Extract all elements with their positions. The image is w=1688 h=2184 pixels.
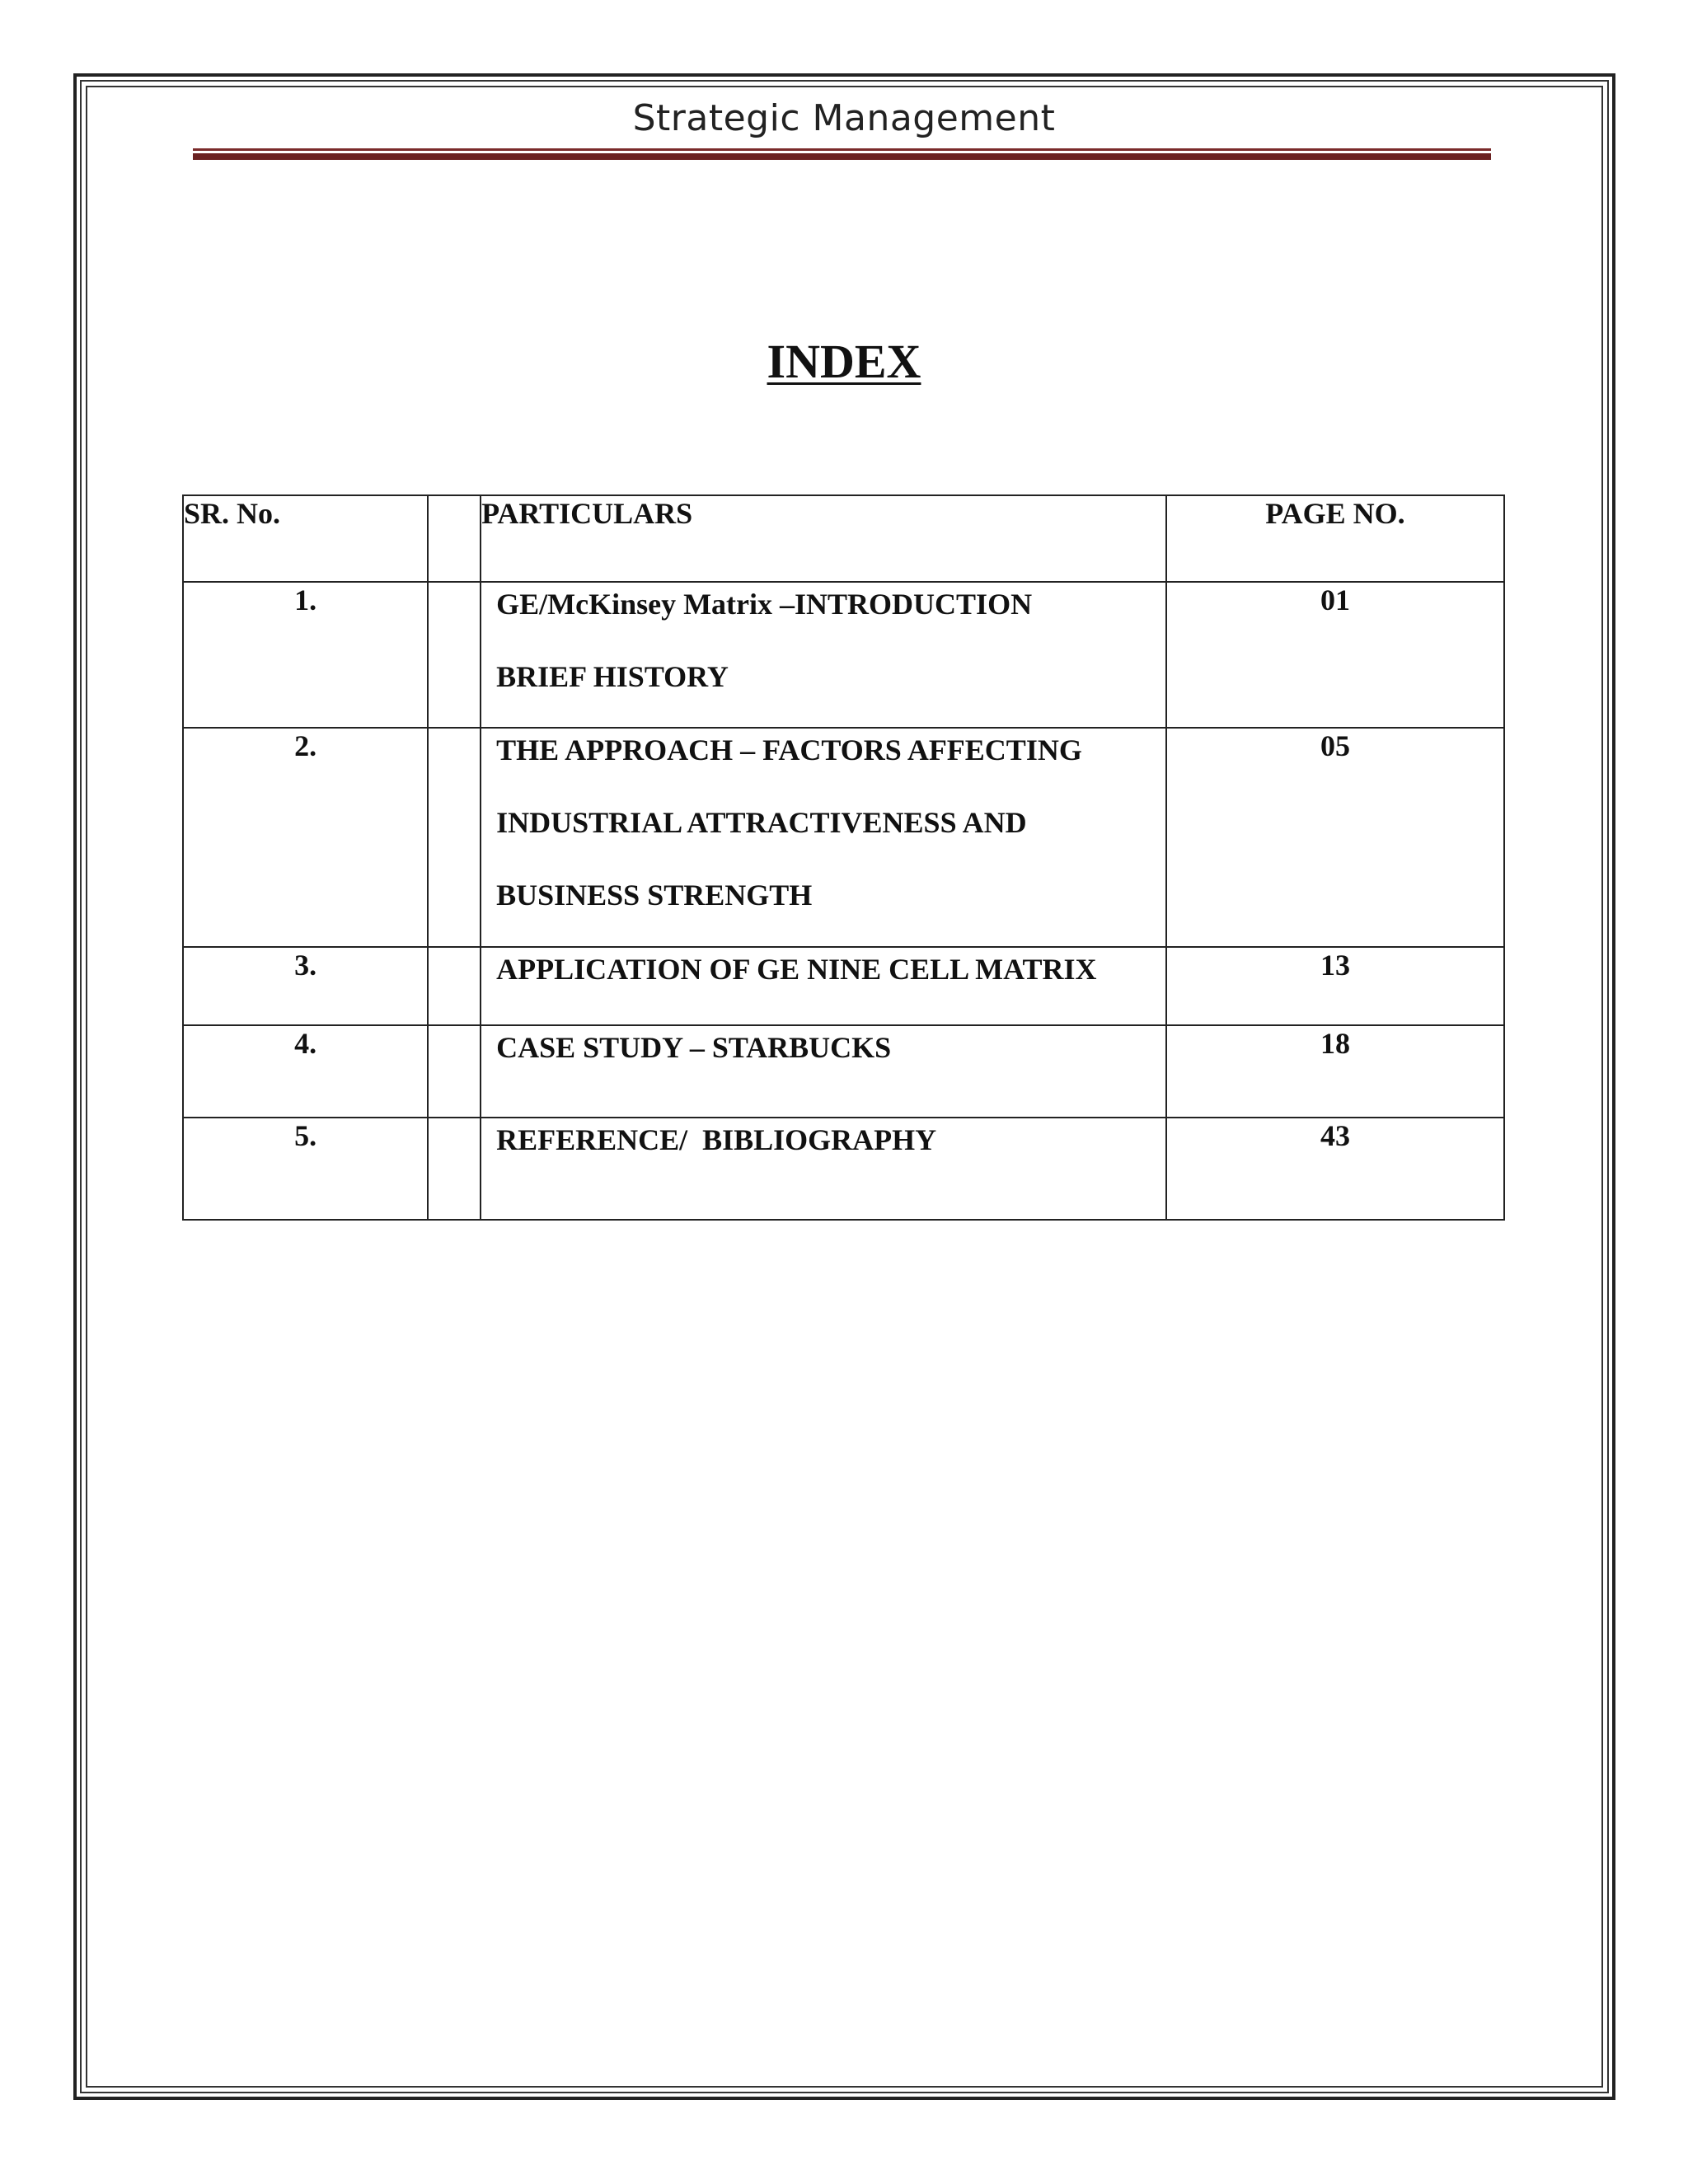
index-table (182, 494, 1505, 1221)
particulars-cell (481, 1025, 1166, 1118)
table-row (183, 1025, 1504, 1118)
header-particulars: PARTICULARS (481, 495, 1166, 582)
page-no-cell: 13 (1166, 947, 1504, 1025)
header-spacer-cell (428, 495, 481, 582)
spacer-cell (428, 582, 481, 728)
page-no-cell: 05 (1166, 728, 1504, 947)
particulars-line: BRIEF HISTORY (496, 660, 729, 693)
sr-no-cell: 1. (183, 582, 428, 728)
page-no-cell: 43 (1166, 1118, 1504, 1220)
particulars-line: APPLICATION OF GE NINE CELL MATRIX (496, 953, 1097, 986)
sr-no-cell: 4. (183, 1025, 428, 1118)
header-sr-no: SR. No. (183, 495, 428, 582)
spacer-cell (428, 947, 481, 1025)
page-no-cell: 18 (1166, 1025, 1504, 1118)
header-page-no: PAGE NO. (1166, 495, 1504, 582)
particulars-cell (481, 728, 1166, 947)
table-row (183, 582, 1504, 728)
sr-no-cell: 3. (183, 947, 428, 1025)
page-no-cell: 01 (1166, 582, 1504, 728)
particulars-line: INDUSTRIAL ATTRACTIVENESS AND (496, 806, 1027, 839)
spacer-cell (428, 728, 481, 947)
running-header-title: Strategic Management (632, 97, 1056, 139)
particulars-cell (481, 1118, 1166, 1220)
particulars-cell (481, 947, 1166, 1025)
index-heading: INDEX (767, 335, 921, 388)
sr-no-cell: 5. (183, 1118, 428, 1220)
particulars-line: CASE STUDY – STARBUCKS (496, 1031, 892, 1064)
table-header-row (183, 495, 1504, 582)
particulars-line: BUSINESS STRENGTH (496, 879, 813, 912)
sr-no-cell: 2. (183, 728, 428, 947)
spacer-cell (428, 1025, 481, 1118)
header-rule-thin (193, 148, 1491, 151)
table-row (183, 1118, 1504, 1220)
spacer-cell (428, 1118, 481, 1220)
particulars-cell (481, 582, 1166, 728)
table-row (183, 947, 1504, 1025)
particulars-line: REFERENCE/ BIBLIOGRAPHY (496, 1123, 937, 1156)
table-row (183, 728, 1504, 947)
particulars-line: THE APPROACH – FACTORS AFFECTING (496, 733, 1082, 766)
header-rule-thick (193, 153, 1491, 160)
particulars-line: GE/McKinsey Matrix –INTRODUCTION (496, 588, 1033, 621)
